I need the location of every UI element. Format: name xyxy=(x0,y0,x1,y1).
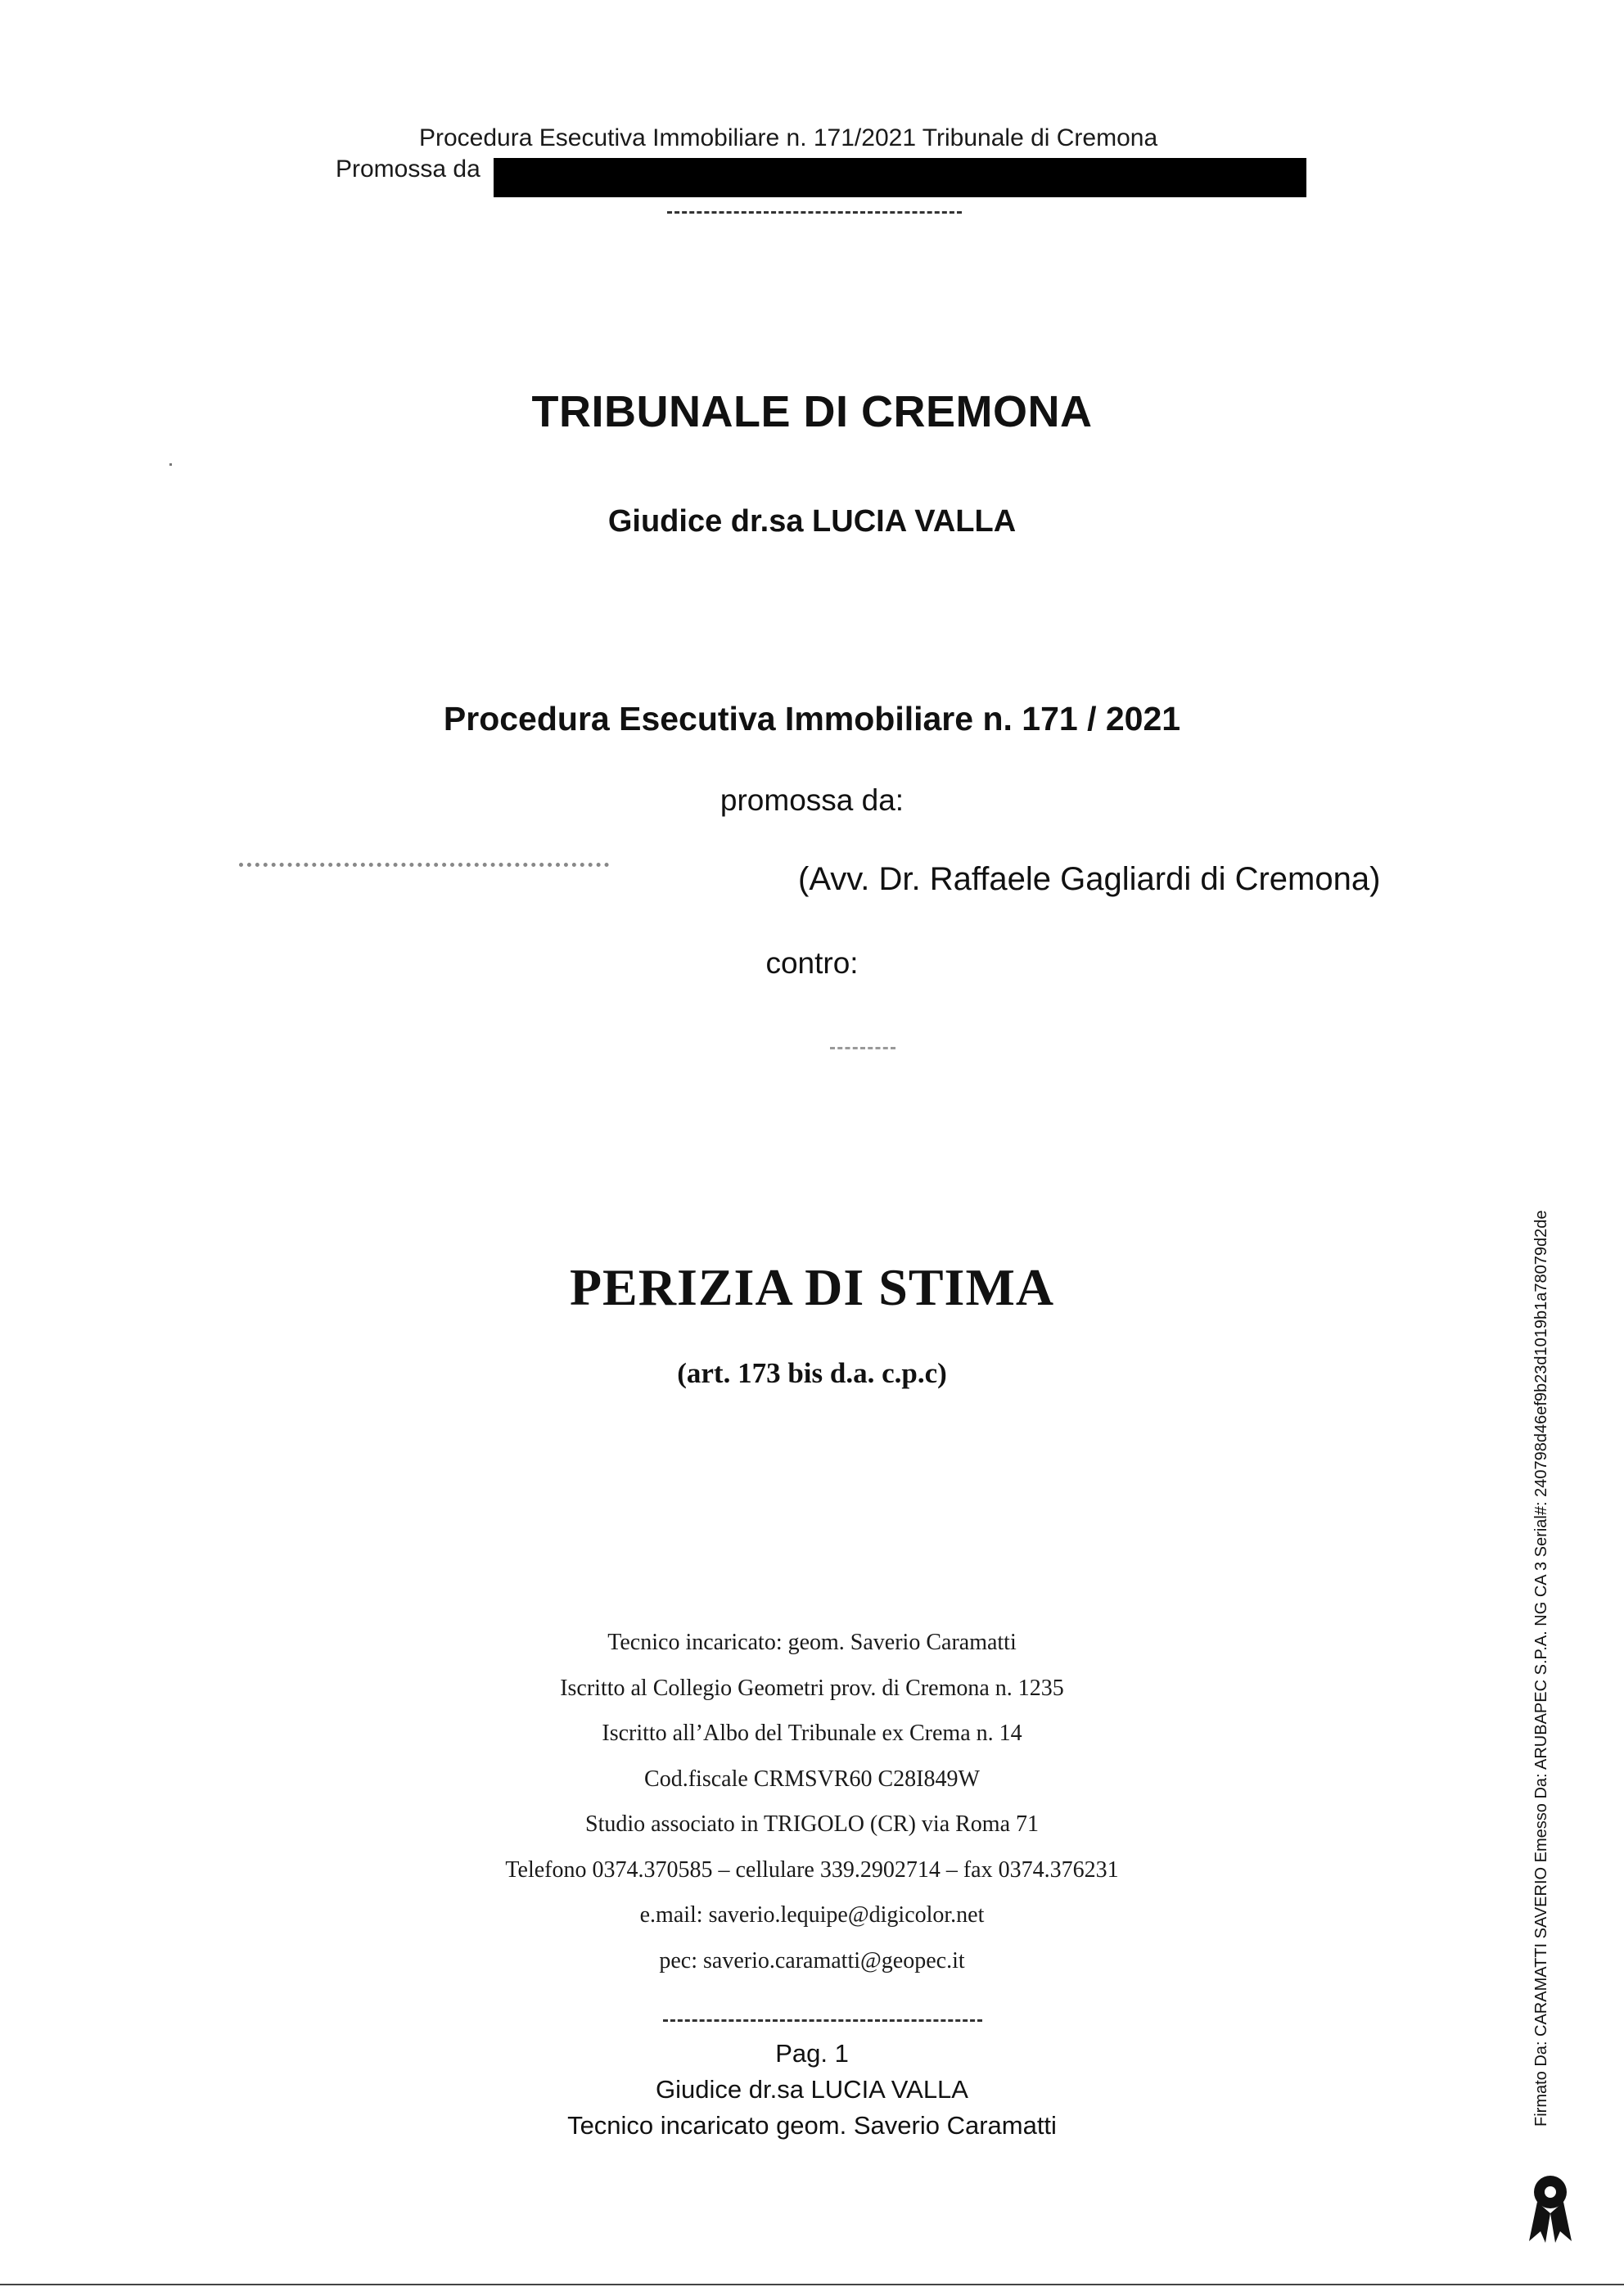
scan-speck xyxy=(169,463,172,466)
technician-line: Telefono 0374.370585 – cellulare 339.2902714 – fax 0374.376231 xyxy=(505,1856,1119,1883)
promossa-da-label: promossa da: xyxy=(720,783,904,817)
seal-icon xyxy=(1521,2171,1580,2246)
page-footer xyxy=(0,2036,1624,2144)
digital-signature-text: Firmato Da: CARAMATTI SAVERIO Emesso Da: ARUBAPEC S.P.A. NG CA 3 Serial#: 240798d46ef9b23d1019b1a78079d2de xyxy=(1532,1210,1550,2127)
judge-line: Giudice dr.sa LUCIA VALLA xyxy=(607,504,1017,539)
technician-line: e.mail: saverio.lequipe@digicolor.net xyxy=(639,1902,985,1928)
lawyer-line: (Avv. Dr. Raffaele Gagliardi di Cremona) xyxy=(798,861,1381,897)
technician-line: Iscritto al Collegio Geometri prov. di Cremona n. 1235 xyxy=(560,1675,1064,1701)
redacted-debtor-name xyxy=(830,1047,895,1049)
court-title: TRIBUNALE DI CREMONA xyxy=(531,387,1093,436)
header-procedure-text: Procedura Esecutiva Immobiliare n. 171/2021 Tribunale di Cremona xyxy=(419,124,1158,151)
article-reference: (art. 173 bis d.a. c.p.c) xyxy=(677,1357,947,1389)
header-promossa-label: Promossa da xyxy=(336,156,480,183)
redaction-bar xyxy=(494,158,1306,197)
bottom-rule xyxy=(0,2284,1624,2285)
technician-line: Iscritto all’Albo del Tribunale ex Crema n. 14 xyxy=(602,1721,1022,1746)
page-number: Pag. 1 xyxy=(775,2039,849,2068)
footer-divider xyxy=(663,2019,982,2022)
technician-info xyxy=(0,1620,1624,1983)
contro-label: contro: xyxy=(765,946,859,980)
procedure-title: Procedura Esecutiva Immobiliare n. 171 / 2021 xyxy=(443,700,1181,738)
technician-line: Studio associato in TRIGOLO (CR) via Roma 71 xyxy=(585,1811,1039,1837)
footer-judge: Giudice dr.sa LUCIA VALLA xyxy=(656,2075,968,2104)
technician-line: Cod.fiscale CRMSVR60 C28I849W xyxy=(644,1766,980,1792)
footer-technician: Tecnico incaricato geom. Saverio Caramatti xyxy=(567,2111,1057,2140)
technician-line: pec: saverio.caramatti@geopec.it xyxy=(659,1947,965,1973)
technician-line: Tecnico incaricato: geom. Saverio Caramatti xyxy=(607,1630,1017,1655)
report-title: PERIZIA DI STIMA xyxy=(569,1258,1055,1316)
header-divider xyxy=(667,211,962,214)
redacted-creditor-name xyxy=(239,863,609,867)
